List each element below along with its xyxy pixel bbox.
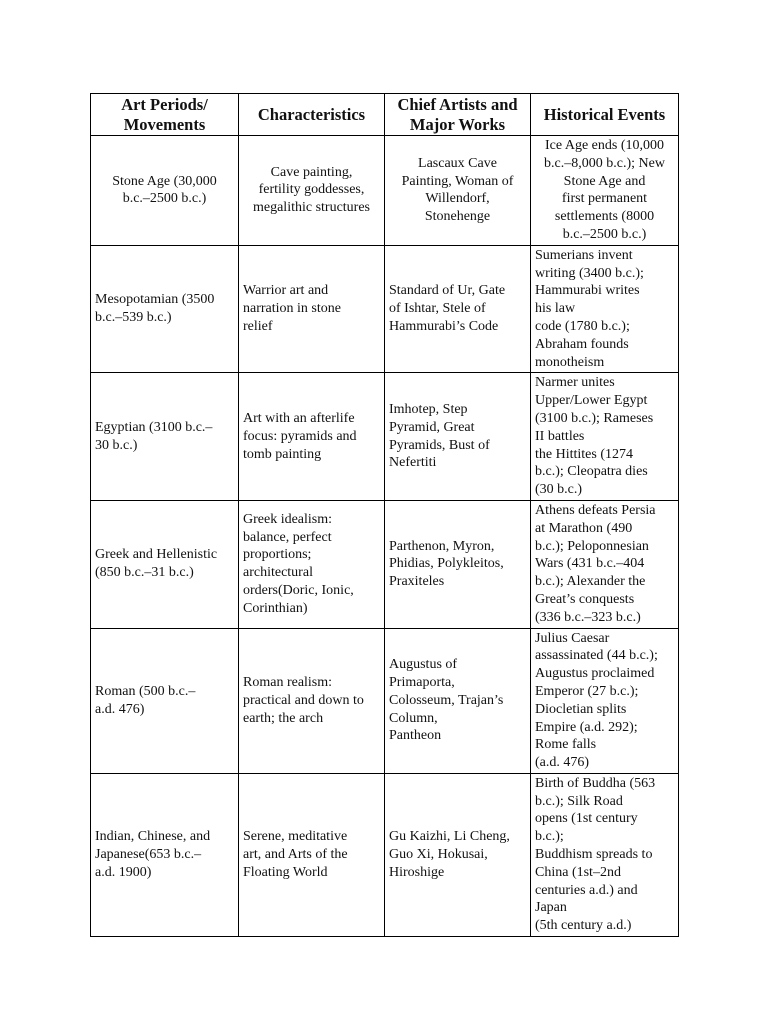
cell-text-line: Gu Kaizhi, Li Cheng,	[389, 829, 510, 845]
cell-text-line: code (1780 b.c.);	[535, 318, 630, 334]
cell-text-line: b.c.);	[535, 829, 564, 845]
cell-text-line: b.c.–2500 b.c.)	[562, 226, 647, 242]
cell-text-line: Mesopotamian (3500	[95, 292, 215, 308]
cell-text-line: 30 b.c.)	[95, 437, 138, 453]
cell-text-line: monotheism	[535, 354, 605, 370]
cell-text-line: narration in stone	[243, 301, 341, 317]
cell-text-line: Augustus of	[389, 657, 458, 673]
cell-text-line: relief	[243, 318, 273, 334]
cell-text-line: Hiroshige	[389, 864, 445, 880]
cell-text-line: the Hittites (1274	[535, 446, 633, 462]
cell-text-line: b.c.–539 b.c.)	[95, 310, 172, 326]
events-cell	[531, 245, 679, 373]
cell-text-line: Diocletian splits	[535, 701, 627, 717]
cell-text-line: (336 b.c.–323 b.c.)	[535, 609, 641, 625]
cell-text-line: Buddhism spreads to	[535, 847, 653, 863]
cell-text-line: Pantheon	[389, 728, 442, 744]
header-text: Historical Events	[543, 104, 666, 124]
cell-text-line: b.c.); Peloponnesian	[535, 538, 649, 554]
table-row	[91, 245, 679, 373]
cell-text-line: Imhotep, Step	[389, 402, 468, 418]
cell-text-line: Hammurabi writes	[535, 283, 640, 299]
cell-text-line: (5th century a.d.)	[535, 918, 632, 934]
table-row	[91, 136, 679, 246]
cell-text-line: Julius Caesar	[535, 630, 610, 646]
cell-text-line: Augustus proclaimed	[535, 666, 655, 682]
period-cell	[91, 373, 239, 501]
cell-text-line: at Marathon (490	[535, 520, 633, 536]
cell-text-line: fertility goddesses,	[258, 182, 365, 198]
cell-text-line: Willendorf,	[425, 191, 490, 207]
cell-text-line: Lascaux Cave	[418, 155, 497, 171]
header-text: Characteristics	[257, 104, 366, 124]
cell-text-line: Greek and Hellenistic	[95, 547, 218, 563]
cell-text-line: b.c.); Silk Road	[535, 793, 623, 809]
cell-text-line: Roman realism:	[243, 675, 333, 690]
cell-text-line: Empire (a.d. 292);	[535, 719, 638, 735]
cell-text-line: Pyramid, Great	[389, 419, 475, 435]
header-text: Major Works	[409, 114, 506, 134]
cell-text-line: b.c.–2500 b.c.)	[122, 191, 207, 207]
table-row	[91, 773, 679, 936]
header-text: Art Periods/	[121, 94, 208, 114]
table-row	[91, 500, 679, 628]
cell-text-line: b.c.–8,000 b.c.); New	[544, 155, 665, 171]
artists-cell	[385, 245, 531, 373]
cell-text-line: Egyptian (3100 b.c.–	[95, 419, 213, 435]
cell-text-line: China (1st–2nd	[535, 864, 621, 880]
art-periods-table	[90, 93, 679, 937]
cell-text-line: Rome falls	[535, 737, 597, 753]
table-row	[91, 628, 679, 773]
cell-text-line: b.c.); Cleopatra dies	[535, 464, 648, 480]
cell-text-line: Emperor (27 b.c.);	[535, 683, 639, 699]
events-cell	[531, 136, 679, 246]
table-row	[91, 373, 679, 501]
cell-text-line: Ice Age ends (10,000	[545, 138, 664, 153]
period-cell	[91, 628, 239, 773]
cell-text-line: Athens defeats Persia	[535, 502, 656, 518]
events-cell	[531, 628, 679, 773]
period-cell	[91, 773, 239, 936]
header-characteristics	[239, 94, 385, 136]
cell-text-line: Great’s conquests	[535, 591, 635, 607]
characteristics-cell	[239, 773, 385, 936]
cell-text-line: Hammurabi’s Code	[389, 318, 499, 334]
cell-text-line: Phidias, Polykleitos,	[389, 556, 504, 572]
cell-text-line: assassinated (44 b.c.);	[535, 648, 658, 664]
cell-text-line: Japan	[535, 900, 567, 916]
cell-text-line: a.d. 1900)	[95, 864, 152, 880]
cell-text-line: Sumerians invent	[535, 247, 633, 263]
cell-text-line: Painting, Woman of	[401, 173, 514, 189]
artists-cell	[385, 136, 531, 246]
header-text: Chief Artists and	[397, 94, 518, 114]
cell-text-line: first permanent	[561, 191, 648, 207]
cell-text-line: Corinthian)	[243, 600, 308, 616]
period-cell	[91, 500, 239, 628]
cell-text-line: Japanese(653 b.c.–	[95, 847, 202, 863]
cell-text-line: Roman (500 b.c.–	[95, 683, 196, 699]
events-cell	[531, 773, 679, 936]
cell-text-line: tomb painting	[243, 446, 322, 462]
cell-text-line: architectural	[243, 565, 313, 581]
characteristics-cell	[239, 373, 385, 501]
artists-cell	[385, 773, 531, 936]
header-chief-artists	[385, 94, 531, 136]
cell-text-line: a.d. 476)	[95, 701, 145, 717]
period-cell	[91, 136, 239, 246]
cell-text-line: Birth of Buddha (563	[535, 775, 656, 791]
cell-text-line: Nefertiti	[389, 455, 437, 471]
cell-text-line: of Ishtar, Stele of	[389, 301, 486, 317]
events-cell	[531, 373, 679, 501]
cell-text-line: Parthenon, Myron,	[389, 538, 495, 554]
header-historical-events	[531, 94, 679, 136]
cell-text-line: Greek idealism:	[243, 511, 333, 527]
characteristics-cell	[239, 500, 385, 628]
cell-text-line: Stonehenge	[424, 209, 491, 225]
cell-text-line: Wars (431 b.c.–404	[535, 556, 645, 572]
characteristics-cell	[239, 628, 385, 773]
cell-text-line: (30 b.c.)	[535, 482, 583, 498]
header-text: Movements	[123, 114, 206, 134]
table-body	[91, 136, 679, 937]
cell-text-line: Floating World	[243, 864, 328, 880]
cell-text-line: Art with an afterlife	[243, 410, 355, 426]
header-row	[91, 94, 679, 136]
cell-text-line: Upper/Lower Egypt	[535, 393, 648, 409]
cell-text-line: Stone Age (30,000	[112, 173, 217, 189]
artists-cell	[385, 500, 531, 628]
cell-text-line: art, and Arts of the	[243, 847, 348, 863]
cell-text-line: centuries a.d.) and	[535, 882, 638, 898]
cell-text-line: Abraham founds	[535, 336, 629, 352]
cell-text-line: II battles	[535, 428, 585, 444]
cell-text-line: (a.d. 476)	[535, 755, 590, 771]
cell-text-line: earth; the arch	[243, 710, 324, 726]
cell-text-line: Cave painting,	[270, 164, 353, 180]
cell-text-line: Indian, Chinese, and	[95, 829, 211, 845]
cell-text-line: orders(Doric, Ionic,	[243, 583, 354, 599]
cell-text-line: practical and down to	[243, 692, 364, 708]
cell-text-line: (850 b.c.–31 b.c.)	[95, 565, 194, 581]
artists-cell	[385, 628, 531, 773]
cell-text-line: Pyramids, Bust of	[389, 437, 490, 453]
art-history-document	[90, 93, 678, 937]
cell-text-line: Column,	[389, 710, 438, 726]
cell-text-line: Praxiteles	[389, 574, 445, 590]
cell-text-line: Stone Age and	[563, 173, 646, 189]
cell-text-line: settlements (8000	[554, 209, 655, 225]
cell-text-line: Narmer unites	[535, 375, 615, 391]
cell-text-line: opens (1st century	[535, 811, 638, 827]
cell-text-line: Warrior art and	[243, 283, 329, 299]
characteristics-cell	[239, 245, 385, 373]
cell-text-line: his law	[535, 301, 576, 317]
cell-text-line: megalithic structures	[252, 200, 371, 216]
cell-text-line: (3100 b.c.); Rameses	[535, 410, 654, 426]
cell-text-line: Primaporta,	[389, 675, 455, 690]
cell-text-line: b.c.); Alexander the	[535, 574, 646, 590]
cell-text-line: writing (3400 b.c.);	[535, 265, 644, 281]
cell-text-line: Standard of Ur, Gate	[389, 283, 506, 299]
cell-text-line: Serene, meditative	[243, 829, 348, 845]
cell-text-line: proportions;	[243, 547, 312, 563]
cell-text-line: Guo Xi, Hokusai,	[389, 847, 488, 863]
cell-text-line: balance, perfect	[243, 529, 332, 545]
characteristics-cell	[239, 136, 385, 246]
period-cell	[91, 245, 239, 373]
artists-cell	[385, 373, 531, 501]
header-art-periods	[91, 94, 239, 136]
events-cell	[531, 500, 679, 628]
cell-text-line: focus: pyramids and	[243, 428, 357, 444]
cell-text-line: Colosseum, Trajan’s	[389, 692, 504, 708]
